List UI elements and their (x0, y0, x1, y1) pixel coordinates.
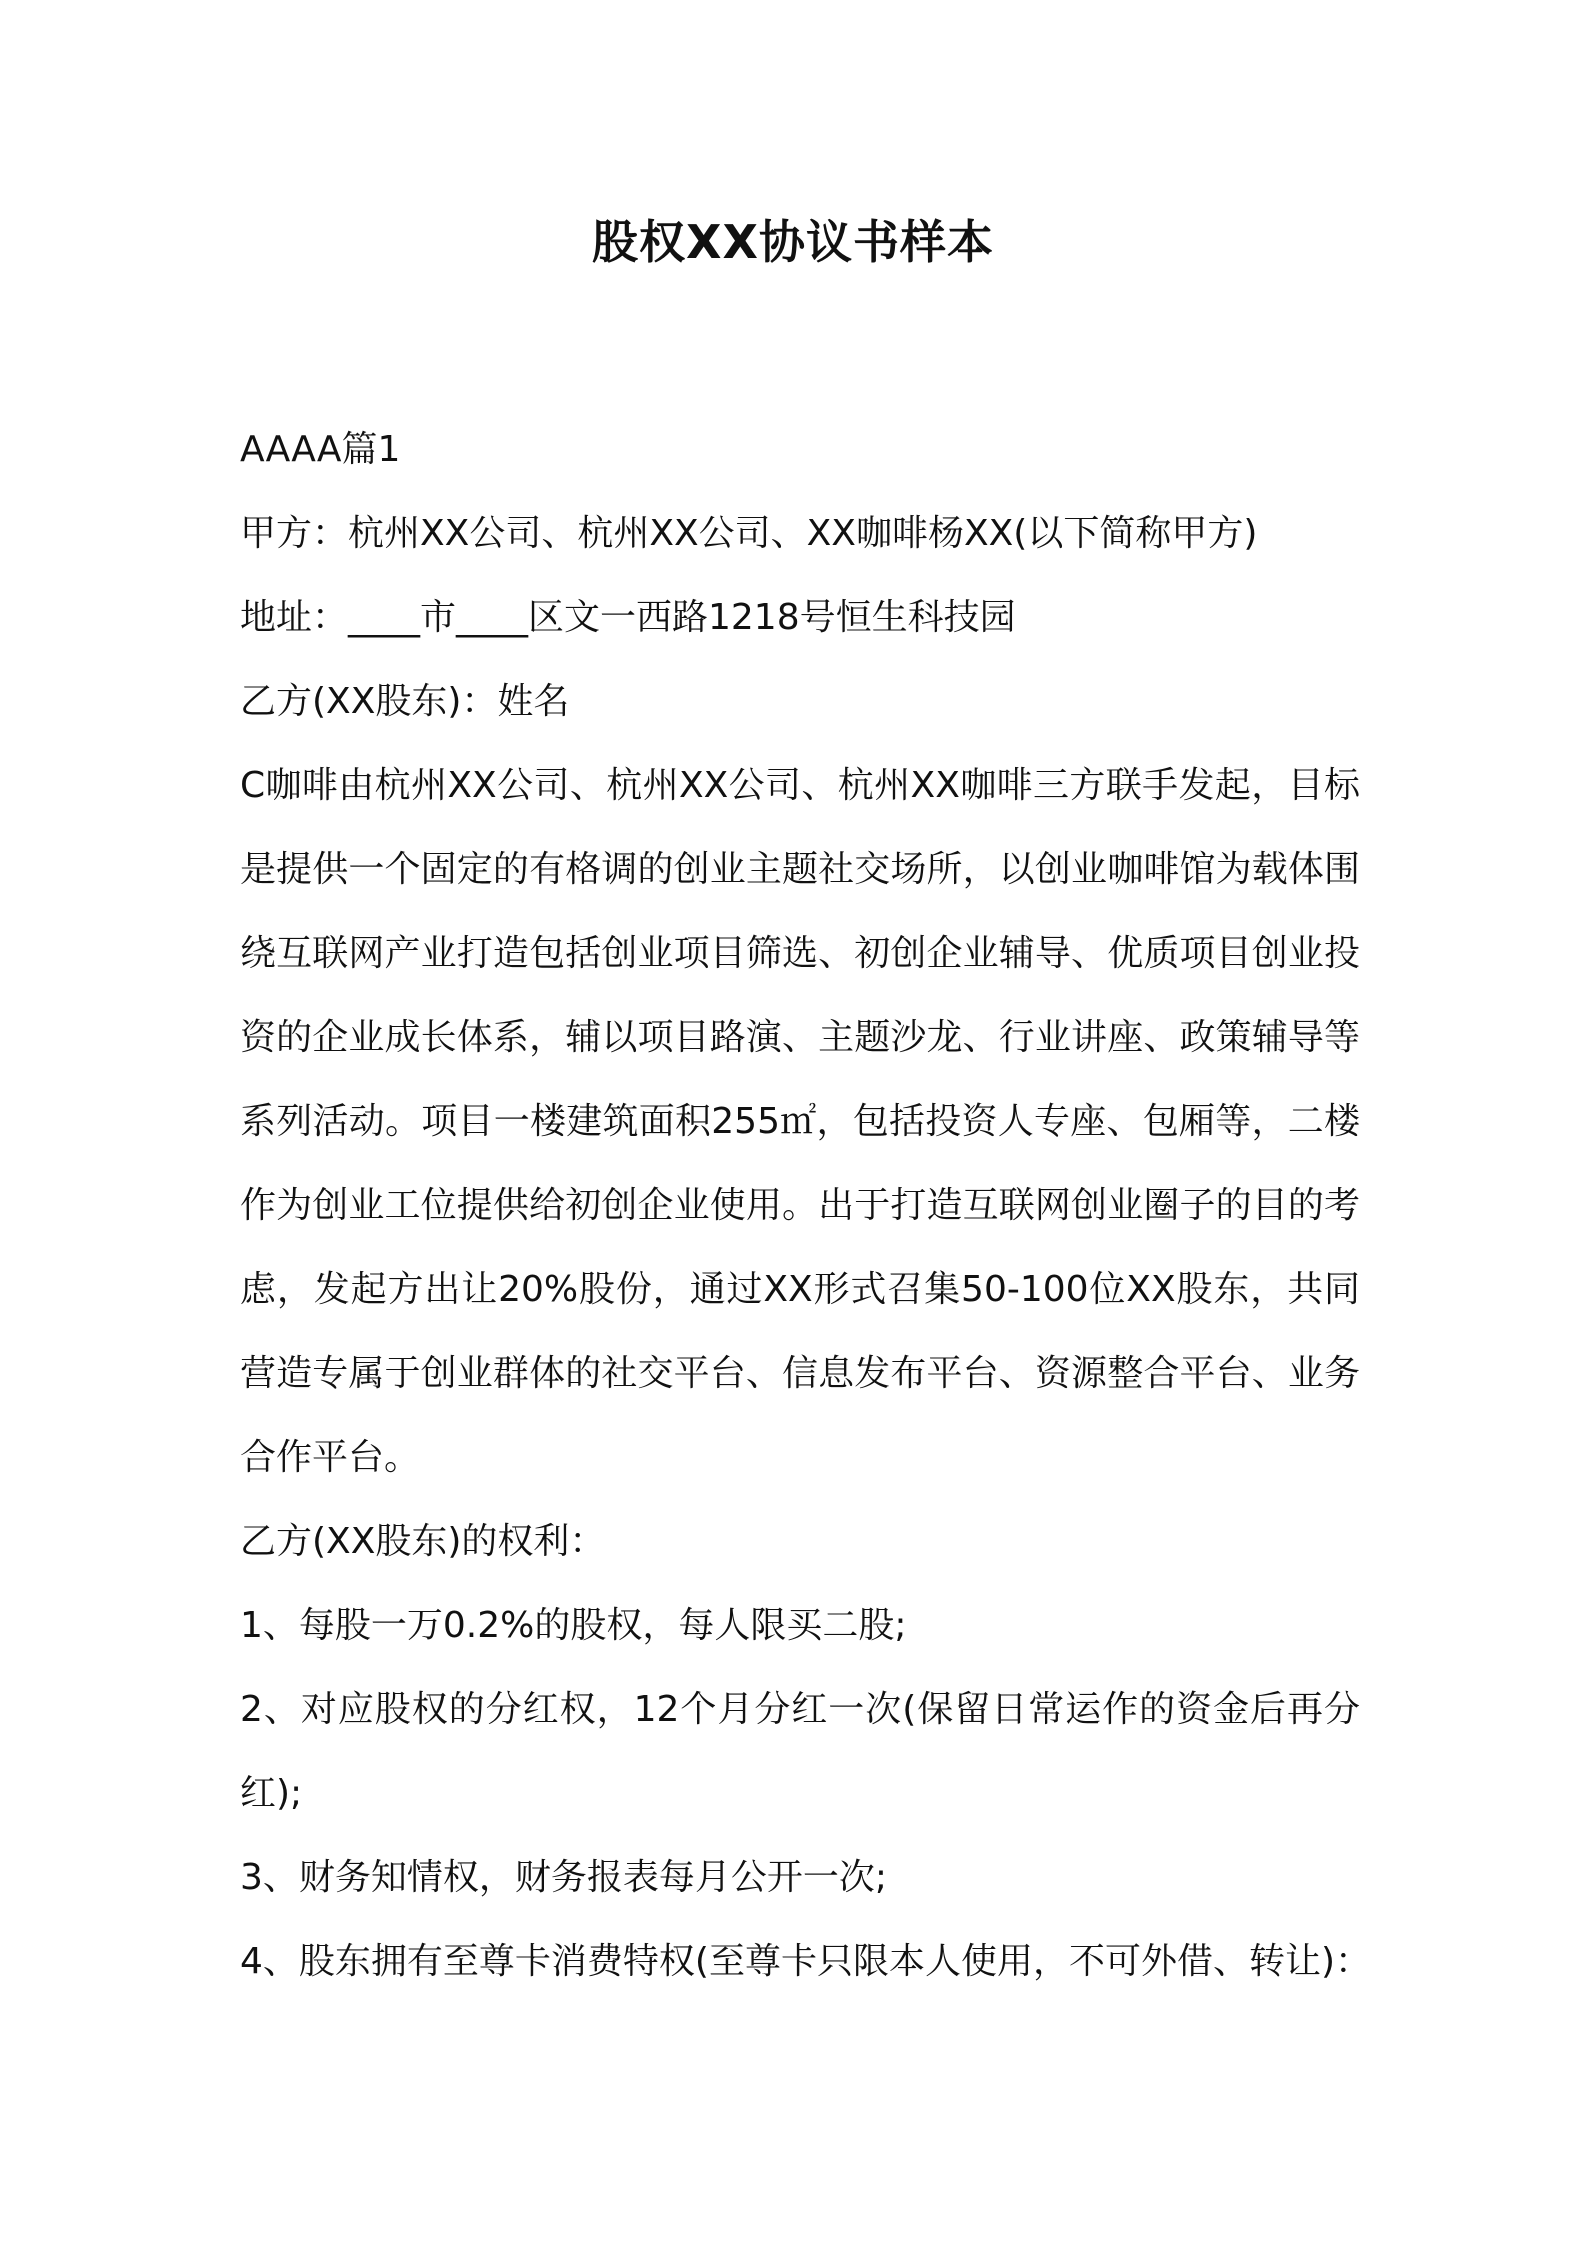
right-item-3: 3、财务知情权，财务报表每月公开一次; (240, 1857, 888, 1898)
party-a-line: 甲方：杭州XX公司、杭州XX公司、XX咖啡杨XX(以下简称甲方) (240, 513, 1258, 554)
right-item-4: 4、股东拥有至尊卡消费特权(至尊卡只限本人使用，不可外借、转让)： (240, 1941, 1371, 1982)
intro-paragraph: C咖啡由杭州XX公司、杭州XX公司、杭州XX咖啡三方联手发起，目标是提供一个固定的有格调的创业主题社交场所，以创业咖啡馆为载体围绕互联网产业打造包括创业项目筛选、初创企业辅导、优质项目创业投资的企业成长体系，辅以项目路演、主题沙龙、行业讲座、政策辅导等系列活动。项目一楼建筑面积255㎡，包括投资人专座、包厢等，二楼作为创业工位提供给初创企业使用。出于打造互联网创业圈子的目的考虑，发起方出让20%股份，通过XX形式召集50-100位XX股东，共同营造专属于创业群体的社交平台、信息发布平台、资源整合平台、业务合作平台。 (240, 765, 1360, 1478)
address-line: 地址：____市____区文一西路1218号恒生科技园 (240, 597, 1016, 638)
right-item-1: 1、每股一万0.2%的股权，每人限买二股; (240, 1605, 907, 1646)
party-b-line: 乙方(XX股东)：姓名 (240, 681, 570, 722)
section-label: AAAA篇1 (240, 429, 401, 470)
document-title: 股权XX协议书样本 (592, 215, 994, 269)
rights-heading: 乙方(XX股东)的权利： (240, 1521, 606, 1562)
right-item-2: 2、对应股权的分红权，12个月分红一次(保留日常运作的资金后再分红); (240, 1689, 1360, 1814)
document-body (240, 408, 1371, 2004)
